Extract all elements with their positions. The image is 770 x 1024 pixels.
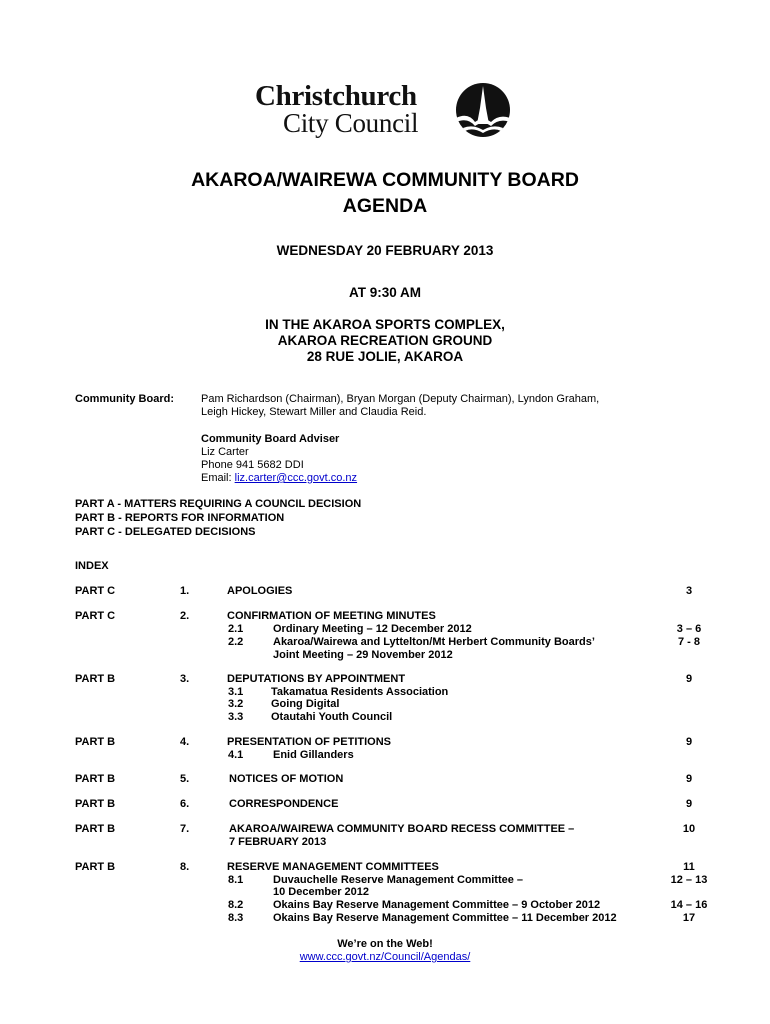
item3-page: 9	[685, 673, 693, 685]
item6-title: CORRESPONDENCE	[229, 798, 339, 810]
sub2-2-num: 2.2	[228, 636, 244, 648]
footer-web-note: We’re on the Web!	[337, 938, 433, 950]
item4-title: PRESENTATION OF PETITIONS	[227, 736, 391, 748]
sub8-2-title: Okains Bay Reserve Management Committee – 9 October 2012	[273, 899, 601, 911]
sub4-1-title: Enid Gillanders	[273, 749, 354, 761]
item2-title: CONFIRMATION OF MEETING MINUTES	[227, 610, 436, 622]
item5-page: 9	[685, 773, 693, 785]
sub2-1-num: 2.1	[228, 623, 244, 635]
sub8-3-title: Okains Bay Reserve Management Committee – 11 December 2012	[273, 912, 617, 924]
sub8-2-page: 14 – 16	[670, 899, 708, 911]
venue-line2: AKAROA RECREATION GROUND	[277, 333, 493, 348]
item6-num: 6.	[180, 798, 190, 810]
sub3-2-title: Going Digital	[271, 698, 340, 710]
venue-line1: IN THE AKAROA SPORTS COMPLEX,	[265, 317, 505, 332]
sub3-1-num: 3.1	[228, 686, 244, 698]
part-a-legend: PART A - MATTERS REQUIRING A COUNCIL DECISION	[75, 498, 362, 510]
council-logo	[255, 80, 520, 140]
sub8-1-page: 12 – 13	[670, 874, 708, 886]
meeting-date: WEDNESDAY 20 FEBRUARY 2013	[276, 243, 494, 258]
adviser-heading: Community Board Adviser	[201, 433, 340, 445]
item7-part: PART B	[75, 823, 116, 835]
item1-part: PART C	[75, 585, 116, 597]
sub2-2-page: 7 - 8	[677, 636, 700, 648]
sub2-1-title: Ordinary Meeting – 12 December 2012	[273, 623, 472, 635]
logo-line2: City Council	[283, 108, 419, 138]
part-b-legend: PART B - REPORTS FOR INFORMATION	[75, 512, 285, 524]
adviser-phone: Phone 941 5682 DDI	[201, 459, 304, 471]
part-c-legend: PART C - DELEGATED DECISIONS	[75, 526, 256, 538]
item4-part: PART B	[75, 736, 116, 748]
sub3-2-num: 3.2	[228, 698, 244, 710]
item8-title: RESERVE MANAGEMENT COMMITTEES	[227, 861, 439, 873]
sub8-3-page: 17	[682, 912, 696, 924]
board-label: Community Board:	[75, 393, 174, 405]
item4-page: 9	[685, 736, 693, 748]
sub8-2-num: 8.2	[228, 899, 244, 911]
footer-url-row	[0, 951, 770, 963]
item3-part: PART B	[75, 673, 116, 685]
meeting-time: AT 9:30 AM	[348, 285, 421, 300]
agendas-link[interactable]: www.ccc.govt.nz/Council/Agendas/	[299, 951, 471, 963]
sub3-1-title: Takamatua Residents Association	[271, 686, 449, 698]
adviser-email-label: Email:	[201, 472, 235, 484]
item3-title: DEPUTATIONS BY APPOINTMENT	[227, 673, 406, 685]
item5-num: 5.	[180, 773, 190, 785]
adviser-name: Liz Carter	[201, 446, 249, 458]
sub8-1-num: 8.1	[228, 874, 244, 886]
item5-title: NOTICES OF MOTION	[229, 773, 344, 785]
agenda-title-line1: AKAROA/WAIREWA COMMUNITY BOARD	[191, 169, 579, 191]
logo-line1: Christchurch	[255, 80, 417, 112]
sub8-1-title: Duvauchelle Reserve Management Committee –	[273, 874, 524, 886]
item4-num: 4.	[180, 736, 190, 748]
item1-num: 1.	[180, 585, 190, 597]
item6-part: PART B	[75, 798, 116, 810]
item7-title: AKAROA/WAIREWA COMMUNITY BOARD RECESS COMMITTEE –	[229, 823, 575, 835]
item1-page: 3	[685, 585, 693, 597]
item7-page: 10	[682, 823, 696, 835]
item1-title: APOLOGIES	[227, 585, 293, 597]
item7-num: 7.	[180, 823, 190, 835]
item2-part: PART C	[75, 610, 116, 622]
sub4-1-num: 4.1	[228, 749, 244, 761]
item5-part: PART B	[75, 773, 116, 785]
sub2-1-page: 3 – 6	[676, 623, 702, 635]
index-label: INDEX	[75, 560, 109, 572]
venue-line3: 28 RUE JOLIE, AKAROA	[306, 349, 464, 364]
item7-title2: 7 FEBRUARY 2013	[229, 836, 327, 848]
board-members-line1: Pam Richardson (Chairman), Bryan Morgan (Deputy Chairman), Lyndon Graham,	[201, 393, 600, 405]
adviser-email-row	[201, 472, 357, 484]
sub3-3-num: 3.3	[228, 711, 244, 723]
sub2-2-title2: Joint Meeting – 29 November 2012	[273, 649, 453, 661]
sub8-1-title2: 10 December 2012	[273, 886, 370, 898]
agenda-title-line2: AGENDA	[342, 195, 428, 217]
sub2-2-title: Akaroa/Wairewa and Lyttelton/Mt Herbert Community Boards’	[273, 636, 595, 648]
item6-page: 9	[685, 798, 693, 810]
board-members-line2: Leigh Hickey, Stewart Miller and Claudia Reid.	[201, 406, 427, 418]
item8-page: 11	[683, 861, 695, 873]
item2-num: 2.	[180, 610, 190, 622]
sub3-3-title: Otautahi Youth Council	[271, 711, 393, 723]
sub8-3-num: 8.3	[228, 912, 244, 924]
item8-num: 8.	[180, 861, 190, 873]
adviser-email-link[interactable]: liz.carter@ccc.govt.co.nz	[234, 472, 358, 484]
item3-num: 3.	[180, 673, 190, 685]
cathedral-emblem-icon	[453, 82, 513, 138]
item8-part: PART B	[75, 861, 116, 873]
